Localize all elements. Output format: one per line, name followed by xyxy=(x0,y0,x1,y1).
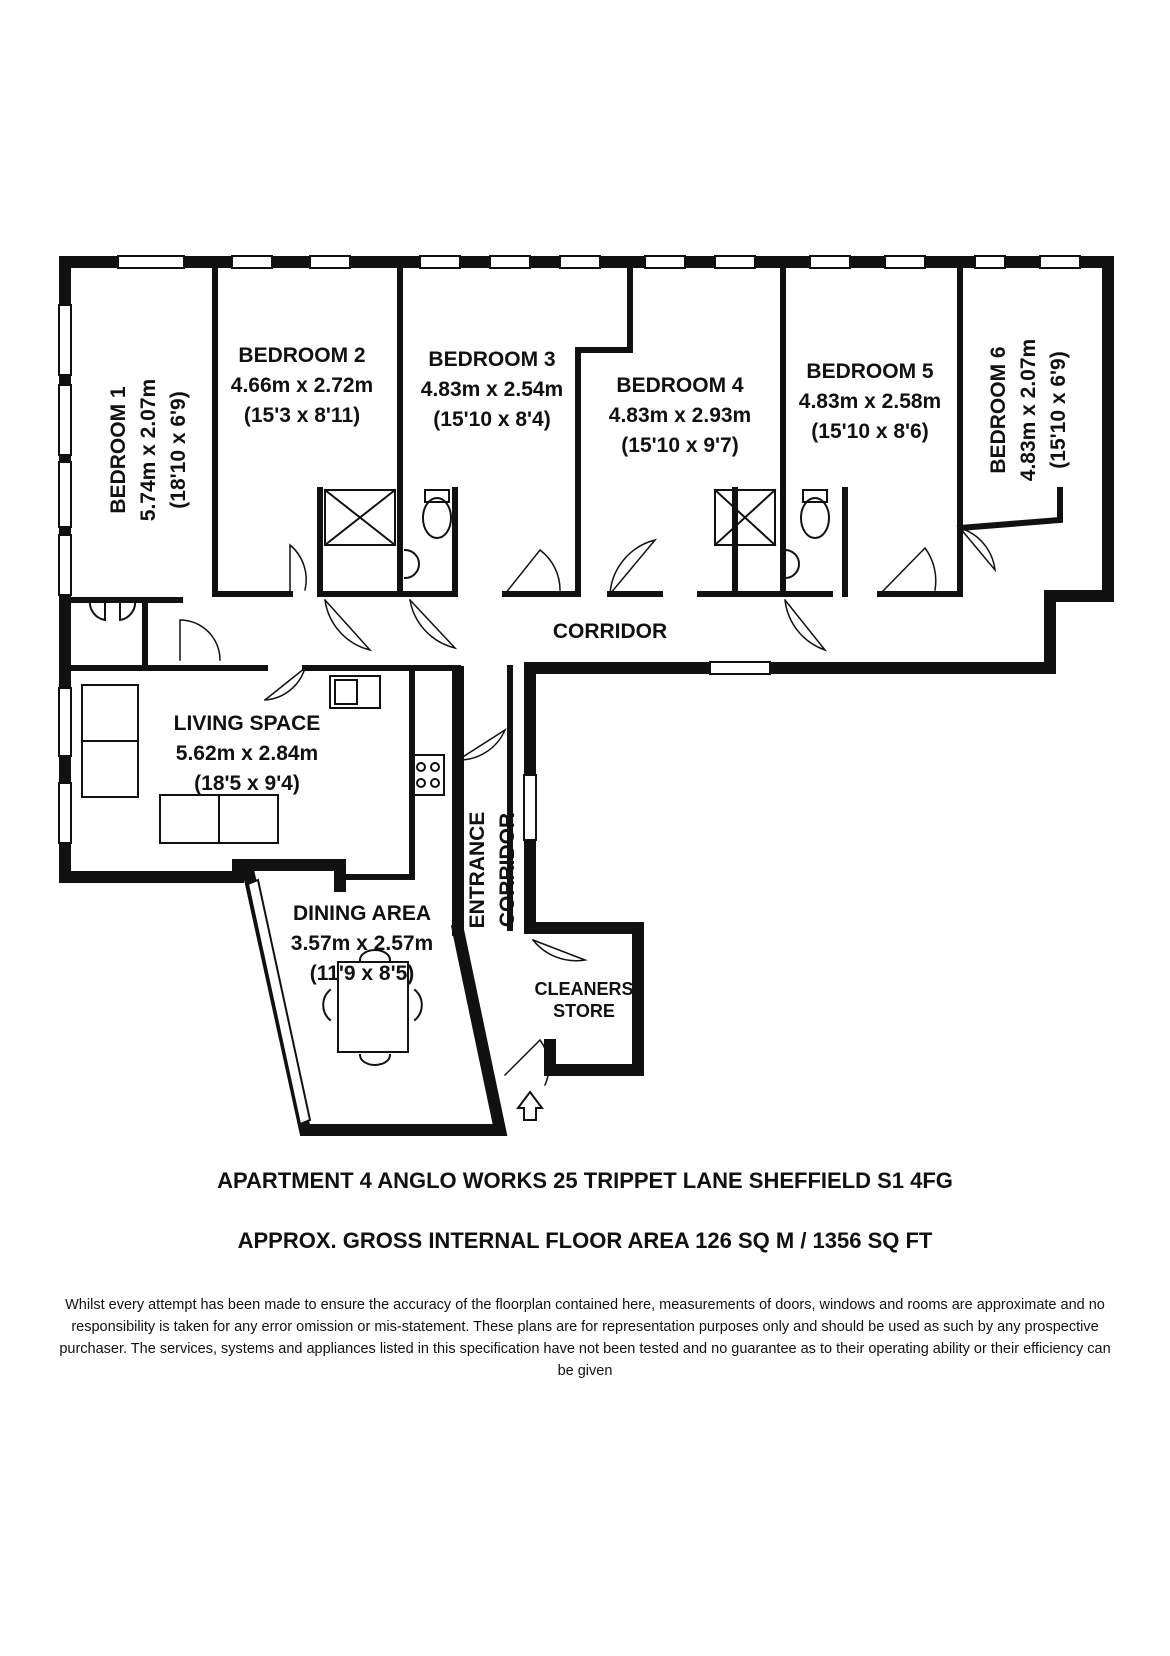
bedroom2-metric: 4.66m x 2.72m xyxy=(230,374,374,397)
bedroom2-imperial: (15'3 x 8'11) xyxy=(243,404,361,427)
bedroom1-name: BEDROOM 1 xyxy=(107,386,130,514)
entrance-arrow-icon xyxy=(518,1092,542,1120)
bedroom2-name: BEDROOM 2 xyxy=(238,344,366,367)
bedroom6-metric: 4.83m x 2.07m xyxy=(1017,338,1040,482)
room-labels xyxy=(107,339,1070,1021)
disclaimer-text: Whilst every attempt has been made to ensure the accuracy of the floorplan contained here, measurements of doors, windows and rooms are approximate and no responsibility is taken for any error omission or mis-statement. These plans are for representation purposes only and should be used as such by any prospective purchaser. The services, systems and appliances listed in this specification have not been tested and no guarantee as to their operating ability or their efficiency can be given xyxy=(59,1297,1111,1379)
floor-area: APPROX. GROSS INTERNAL FLOOR AREA 126 SQ M / 1356 SQ FT xyxy=(237,1228,933,1253)
living-imperial: (18'5 x 9'4) xyxy=(194,772,300,795)
bedroom3-imperial: (15'10 x 8'4) xyxy=(433,408,551,431)
bedroom4-imperial: (15'10 x 9'7) xyxy=(621,434,739,457)
bedroom3-metric: 4.83m x 2.54m xyxy=(420,378,564,401)
corridor-name: CORRIDOR xyxy=(552,620,668,643)
dining-metric: 3.57m x 2.57m xyxy=(290,932,434,955)
property-address: APARTMENT 4 ANGLO WORKS 25 TRIPPET LANE SHEFFIELD S1 4FG xyxy=(217,1168,953,1193)
entrance-line1: ENTRANCE xyxy=(466,811,489,929)
exterior-walls xyxy=(65,262,1108,1130)
bedroom1-metric: 5.74m x 2.07m xyxy=(137,378,160,522)
dining-imperial: (11'9 x 8'5) xyxy=(309,962,415,985)
cleaners-line2: STORE xyxy=(553,1001,615,1021)
bedroom3-name: BEDROOM 3 xyxy=(428,348,556,371)
dining-name: DINING AREA xyxy=(292,902,432,925)
bedroom4-metric: 4.83m x 2.93m xyxy=(608,404,752,427)
bedroom1-imperial: (18'10 x 6'9) xyxy=(167,391,190,509)
entrance-line2: CORRIDOR xyxy=(496,812,519,928)
bedroom6-name: BEDROOM 6 xyxy=(987,346,1010,474)
bedroom4-name: BEDROOM 4 xyxy=(616,374,744,397)
bedroom5-metric: 4.83m x 2.58m xyxy=(798,390,942,413)
living-name: LIVING SPACE xyxy=(173,712,321,735)
living-metric: 5.62m x 2.84m xyxy=(175,742,319,765)
bedroom5-imperial: (15'10 x 8'6) xyxy=(811,420,929,443)
bedroom6-imperial: (15'10 x 6'9) xyxy=(1047,351,1070,469)
cleaners-line1: CLEANERS xyxy=(534,979,634,999)
bedroom5-name: BEDROOM 5 xyxy=(806,360,934,383)
